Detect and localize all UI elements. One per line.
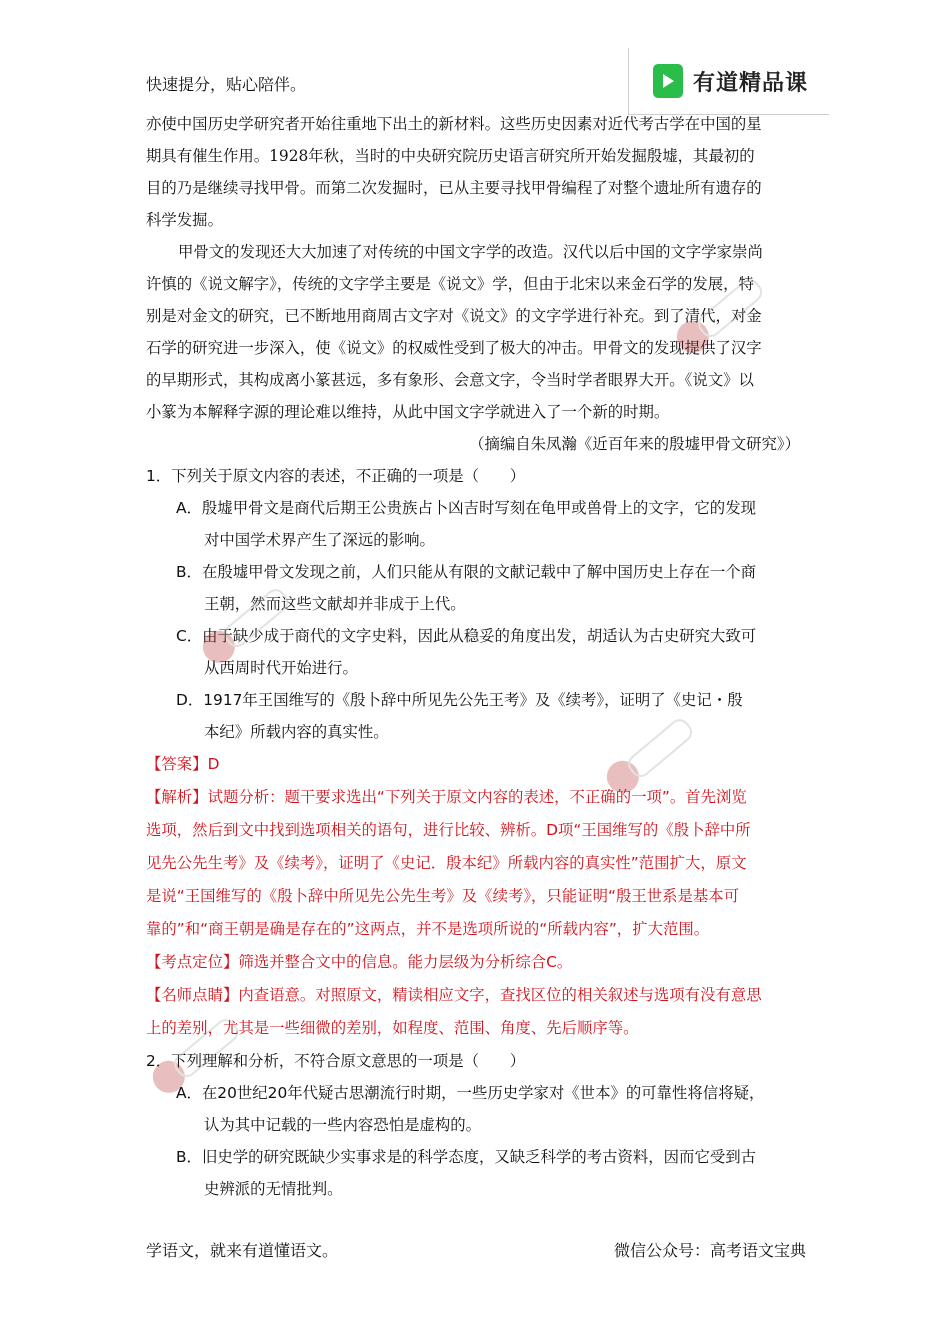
text-line: 甲骨文的发现还大大加速了对传统的中国文字学的改造。汉代以后中国的文字学家崇尚 — [178, 243, 763, 261]
text-line: 别是对金文的研究，已不断地用商周古文字对《说文》的文字学进行补充。到了清代，对金 — [146, 307, 762, 325]
passage-paragraph-2 — [146, 236, 806, 428]
youdao-play-icon — [653, 64, 683, 98]
question-stem: 2．下列理解和分析，不符合原文意思的一项是（ ） — [146, 1052, 526, 1070]
question-stem: 1．下列关于原文内容的表述，不正确的一项是（ ） — [146, 467, 526, 485]
text-line: 石学的研究进一步深入，使《说文》的权威性受到了极大的冲击。甲骨文的发现提供了汉字 — [146, 339, 762, 357]
option-d-cont: 本纪》所载内容的真实性。 — [204, 723, 389, 741]
brand-name: 有道精品课 — [693, 71, 809, 96]
text-line: 的早期形式，其构成离小篆甚远，多有象形、会意文字，令当时学者眼界大开。《说文》以 — [146, 371, 754, 389]
question-2 — [146, 1045, 806, 1205]
analysis-line: 靠的”和“商王朝是确是存在的”这两点，并不是选项所说的“所载内容”，扩大范围。 — [146, 920, 710, 938]
option-b-cont: 史辨派的无情批判。 — [204, 1180, 343, 1198]
option-b: B．旧史学的研究既缺少实事求是的科学态度，又缺乏科学的考古资料，因而它受到古 — [176, 1148, 757, 1166]
text-line: 目的乃是继续寻找甲骨。而第二次发掘时，已从主要寻找甲骨编程了对整个遗址所有遗存的 — [146, 179, 762, 197]
option-a: A．在20世纪20年代疑古思潮流行时期，一些历史学家对《世本》的可靠性将信将疑， — [176, 1084, 765, 1102]
document-body — [146, 108, 806, 1205]
option-c: C．由于缺少成于商代的文字史料，因此从稳妥的角度出发，胡适认为古史研究大致可 — [176, 627, 757, 645]
text-line: 亦使中国历史学研究者开始往重地下出土的新材料。这些历史因素对近代考古学在中国的星 — [146, 115, 762, 133]
option-a: A．殷墟甲骨文是商代后期王公贵族占卜凶吉时写刻在龟甲或兽骨上的文字，它的发现 — [176, 499, 756, 517]
mingshi-line: 【名师点睛】内查语意。对照原文，精读相应文字，查找区位的相关叙述与选项有没有意思 — [146, 986, 762, 1004]
brand-logo-box — [628, 48, 829, 115]
mingshi-line: 上的差别，尤其是一些细微的差别，如程度、范围、角度、先后顺序等。 — [146, 1019, 639, 1037]
option-c-cont: 从西周时代开始进行。 — [204, 659, 358, 677]
text-line: 小篆为本解释字源的理论难以维持，从此中国文字学就进入了一个新的时期。 — [146, 403, 670, 421]
analysis-line: 是说“王国维写的《殷卜辞中所见先公先生考》及《续考》，只能证明“殷王世系是基本可 — [146, 887, 740, 905]
passage-paragraph-1 — [146, 108, 806, 236]
text-line: 期具有催生作用。1928年秋，当时的中央研究院历史语言研究所开始发掘殷墟，其最初的 — [146, 147, 755, 165]
option-a-cont: 认为其中记载的一些内容恐怕是虚构的。 — [204, 1116, 482, 1134]
option-b: B．在殷墟甲骨文发现之前，人们只能从有限的文献记载中了解中国历史上存在一个商 — [176, 563, 757, 581]
analysis-line: 见先公先生考》及《续考》，证明了《史记．殷本纪》所载内容的真实性”范围扩大，原文 — [146, 854, 747, 872]
footer-left: 学语文，就来有道懂语文。 — [146, 1241, 339, 1260]
passage-source: （摘编自朱凤瀚《近百年来的殷墟甲骨文研究》） — [469, 435, 800, 453]
option-a-cont: 对中国学术界产生了深远的影响。 — [204, 531, 435, 549]
question-1 — [146, 460, 806, 1045]
text-line: 许慎的《说文解字》，传统的文字学主要是《说文》学，但由于北宋以来金石学的发展，特 — [146, 275, 754, 293]
analysis-line: 【解析】试题分析：题干要求选出“下列关于原文内容的表述，不正确的一项”。首先浏览 — [146, 788, 747, 806]
footer-right: 微信公众号：高考语文宝典 — [613, 1241, 806, 1260]
kaodian: 【考点定位】筛选并整合文中的信息。能力层级为分析综合C。 — [146, 953, 573, 971]
answer: 【答案】D — [146, 755, 220, 773]
text-line: 科学发掘。 — [146, 211, 223, 229]
option-b-cont: 王朝，然而这些文献却并非成于上代。 — [204, 595, 466, 613]
analysis-line: 选项，然后到文中找到选项相关的语句，进行比较、辨析。D项“王国维写的《殷卜辞中所 — [146, 821, 751, 839]
header-tagline: 快速提分，贴心陪伴。 — [146, 75, 307, 94]
option-d: D．1917年王国维写的《殷卜辞中所见先公先王考》及《续考》，证明了《史记・殷 — [176, 691, 743, 709]
